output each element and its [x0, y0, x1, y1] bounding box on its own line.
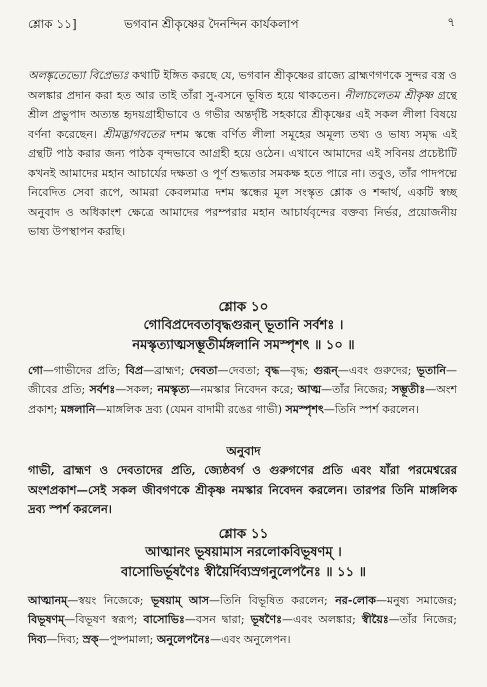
synonym-word: আত্মানম্: [28, 594, 68, 607]
synonym-word: ভূষণৈঃ: [250, 613, 283, 627]
synonym-word: দেবতা: [189, 364, 218, 377]
synonym-word: সম্ভূতীঃ: [391, 383, 426, 397]
synonym-word: আত্ম: [297, 383, 322, 397]
synonym-meaning: —সকল;: [115, 383, 158, 397]
synonym-word: অনুলেপনৈঃ: [156, 632, 211, 646]
synonym-meaning: —স্বয়ং নিজেকে;: [67, 594, 152, 607]
verse-10-line-2: নমস্কৃত্যাত্মসম্ভূতীর্মঙ্গলানি সমস্পৃশৎ ॥ ১০ ॥: [132, 338, 355, 353]
intro-line: এই সবিনয় প্রচেষ্টাটি কখনই আমাদের মহান আচার্যের দক্ষতা ও পূর্ণ শুদ্ধতার: [28, 147, 457, 180]
synonym-meaning: —বৃদ্ধ;: [279, 364, 314, 377]
verse-11-line-1: আত্মানং ভূষয়ামাস নরলোকবিভূষণম্‌ ।: [145, 545, 342, 560]
synonym-word: বিভূষণম্: [28, 613, 65, 627]
synonym-word: বৃদ্ধ: [265, 364, 280, 377]
synonym-meaning: —এবং অনুলেপন।: [210, 632, 291, 646]
synonym-meaning: —পুষ্পমালা;: [98, 632, 157, 646]
synonym-word: স্বীয়ৈঃ: [361, 613, 389, 627]
synonym-meaning: —বসন দ্বারা;: [184, 613, 251, 627]
verse-10-text: [0, 316, 487, 356]
synonym-meaning: —বিভূষণ স্বরূপ;: [64, 613, 144, 627]
page-number: ৭: [447, 15, 455, 29]
verse-10-line-1: গোবিপ্রদেবতাবৃদ্ধগুরূন্‌ ভূতানি সর্বশঃ ।: [143, 318, 344, 333]
intro-line: গ্রন্থটি পাঠ করার জন্য পাঠক বৃন্দভাবে আগ্রহী হয়ে ওঠেন। এখানে আমাদের: [28, 147, 363, 160]
intro-line: ও গভীর অন্তর্দৃষ্টি সহকারে শ্রীকৃষ্ণের এই সকল লীলা বিষয়ে বর্ণনা করেছেন।: [28, 108, 457, 141]
synonym-meaning: —তাঁর নিজের;: [321, 383, 392, 397]
verse-11-synonyms: [28, 591, 457, 649]
synonym-meaning: —নমস্কার নিবেদন করে;: [189, 383, 298, 397]
synonym-word: মঙ্গলানি: [60, 402, 96, 416]
translation-heading: অনুবাদ: [226, 444, 261, 458]
intro-line: অলঙ্কৃতেভ্যো বিপ্রেভ্যঃ কথাটি ইঙ্গিত করছে যে, ভগবান শ্রীকৃষ্ণের রাজ্যে: [28, 69, 345, 82]
verse-10-synonyms: [28, 361, 457, 419]
intro-line: ব্রাহ্মণগণকে সুন্দর বস্ত্র ও অলঙ্কার প্রদান করা হত আর তাই তাঁরা সু-বসনে ভূষিত: [28, 69, 457, 102]
synonym-word: বিপ্র: [125, 364, 144, 377]
intro-line: সমকক্ষ হতে পারে না। তবুও, তাঁর পাদপদ্মে নিবেদিত সেবা রূপে, আমরা: [28, 166, 457, 199]
synonym-word: বাসোভিঃ: [143, 613, 185, 627]
synonym-word: স্রক্: [82, 632, 99, 646]
synonym-word: নর-লোক: [335, 594, 376, 607]
header-chapter-title: ভগবান শ্রীকৃষ্ণের দৈনন্দিন কার্যকলাপ: [124, 17, 299, 31]
intro-line: কেবলমাত্র দশম স্কন্ধের মূল সংস্কৃত শ্লোক ও শব্দার্থ, একটি স্বচ্ছ অনুবাদ ও: [28, 186, 458, 219]
verse-10-translation: গাভী, ব্রাহ্মণ ও দেবতাদের প্রতি, জ্যেষ্ঠবর্গ ও গুরুগণের প্রতি এবং যাঁরা পরমেশ্বরের অংশপ্রকাশ—সেই সকল জীবগণকে শ্রীকৃষ্ণ নমস্কার নিবেদন করলেন। তারপর তিনি মাঙ্গলিক দ্রব্য স্পর্শ করলেন।: [28, 463, 457, 516]
synonym-meaning: —ব্রাহ্মণ;: [143, 364, 190, 377]
synonym-meaning: —মাঙ্গলিক দ্রব্য (যেমন বাদামী রঙের গাভী): [95, 402, 286, 416]
synonym-word: গুরূন্: [313, 364, 338, 377]
synonym-meaning: —অংশ প্রকাশ;: [28, 383, 457, 416]
synonym-meaning: —দেবতা;: [217, 364, 266, 377]
synonym-meaning: —গাভীদের প্রতি;: [42, 364, 126, 377]
synonym-meaning: —তিনি স্পর্শ করলেন।: [323, 402, 419, 416]
purport-paragraph: [28, 66, 457, 242]
header-verse-ref: শ্লোক ১১]: [28, 17, 77, 31]
synonym-meaning: —তিনি বিভূষিত করলেন;: [209, 594, 336, 607]
synonym-word: গো: [28, 364, 43, 377]
synonym-meaning: —এবং গুরুদের;: [337, 364, 417, 377]
synonym-word: নমস্কৃত্য: [157, 383, 190, 397]
synonym-word: সর্বশঃ: [89, 383, 116, 397]
intro-line: ভাষ্য উপস্থাপন করছি।: [28, 225, 126, 238]
synonym-word: দিব্য: [28, 632, 47, 646]
synonym-word: ভূতানি: [416, 364, 446, 377]
verse-11-heading: শ্লোক ১১: [218, 526, 269, 542]
synonym-meaning: —মনুষ্য সমাজের;: [375, 594, 457, 607]
synonym-meaning: —তাঁর নিজের;: [388, 613, 457, 627]
synonym-meaning: —জীবের প্রতি;: [28, 364, 457, 397]
synonym-word: ভূষয়াম্ আস: [151, 594, 210, 607]
intro-line: অধিকাংশ ক্ষেত্রে আমাদের পরম্পরার মহান আচার্যবৃন্দের বক্তব্য নির্ভর, প্রয়োজনীয়: [79, 205, 457, 219]
synonym-meaning: —দিব্য;: [46, 632, 83, 646]
verse-10-heading: শ্লোক ১০: [218, 299, 269, 315]
intro-line: শ্রীমদ্ভাগবতের দশম স্কন্ধে বর্ণিত লীলা সমূহের অমূল্য তথ্য ও ভাষ্য সমৃদ্ধ এই: [102, 127, 457, 141]
intro-line: হয়ে থাকতেন। নীলাচলেতম শ্রীকৃষ্ণ গ্রন্থে শ্রীল প্রভুপাদ অত্যন্ত হৃদয়গ্রাহীভাবে: [28, 88, 457, 121]
running-header: [28, 0, 457, 40]
synonym-meaning: —এবং অলঙ্কার;: [282, 613, 362, 627]
verse-11-line-2: বাসোভির্ভূষণৈঃ স্বীয়ৈর্দিব্যস্রগনুলেপনৈঃ ॥ ১১ ॥: [121, 565, 366, 580]
synonym-word: সমস্পৃশৎ: [285, 402, 324, 416]
verse-11-text: [0, 543, 487, 583]
